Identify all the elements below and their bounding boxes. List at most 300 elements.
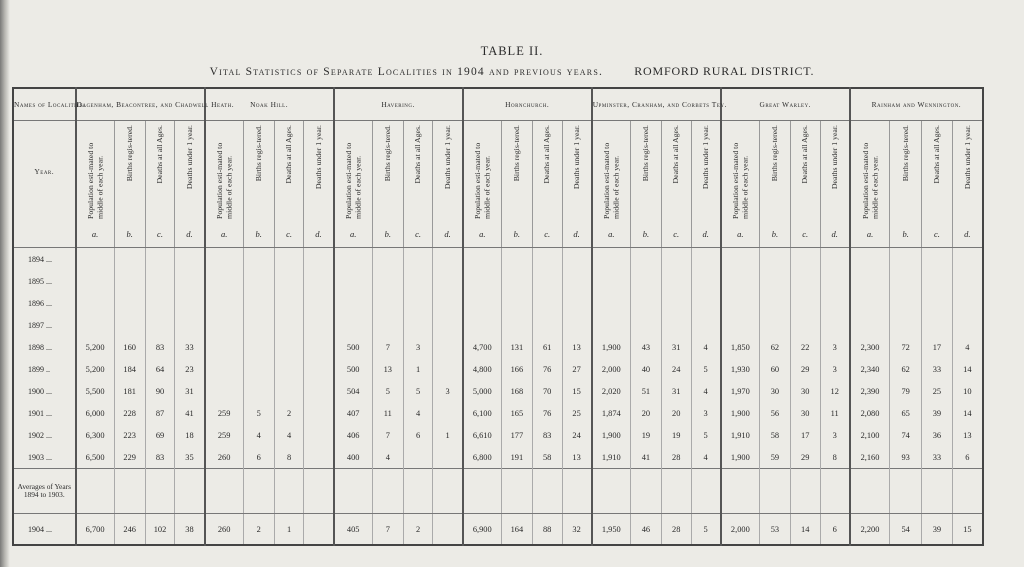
data-cell — [403, 248, 433, 271]
data-cell: 14 — [952, 402, 983, 424]
data-cell — [820, 270, 850, 292]
data-cell — [630, 292, 661, 314]
data-cell: 400 — [334, 446, 373, 469]
data-cell: 6,100 — [463, 402, 502, 424]
column-header-text: Births regis-tered. — [641, 125, 651, 182]
data-cell: 83 — [532, 424, 562, 446]
data-cell: 31 — [175, 380, 205, 402]
column-header — [922, 121, 953, 222]
data-cell — [274, 336, 304, 358]
data-cell — [952, 292, 983, 314]
column-header-text: Deaths at all Ages. — [413, 125, 423, 184]
average-cell — [501, 469, 532, 514]
data-cell — [433, 402, 463, 424]
data-cell — [850, 292, 890, 314]
data-cell — [334, 270, 373, 292]
average-cell — [372, 469, 403, 514]
data-cell: 51 — [630, 380, 661, 402]
data-cell: 8 — [820, 446, 850, 469]
data-cell: 36 — [922, 424, 953, 446]
data-cell: 4 — [691, 336, 721, 358]
column-header-text: Deaths under 1 year. — [700, 125, 710, 190]
data-cell: 64 — [145, 358, 175, 380]
data-cell: 30 — [790, 380, 820, 402]
data-cell — [890, 292, 922, 314]
year-cell: 1894 ... — [13, 248, 76, 271]
data-cell: 20 — [630, 402, 661, 424]
data-cell: 4,800 — [463, 358, 502, 380]
data-cell: 168 — [501, 380, 532, 402]
column-header — [403, 121, 433, 222]
average-cell — [790, 469, 820, 514]
data-cell: 5 — [691, 514, 721, 546]
column-header-text: Population esti-mated to middle of each year. — [730, 142, 750, 219]
data-cell: 500 — [334, 336, 373, 358]
data-cell: 17 — [922, 336, 953, 358]
data-cell: 79 — [890, 380, 922, 402]
data-cell — [145, 270, 175, 292]
data-cell — [304, 358, 334, 380]
average-cell — [691, 469, 721, 514]
data-cell — [661, 248, 691, 271]
average-cell — [205, 469, 244, 514]
data-cell: 223 — [114, 424, 145, 446]
column-header — [76, 121, 115, 222]
column-header — [532, 121, 562, 222]
average-cell — [532, 469, 562, 514]
data-cell: 405 — [334, 514, 373, 546]
data-cell — [721, 292, 760, 314]
table-row — [13, 336, 983, 358]
data-cell — [952, 314, 983, 336]
table-row — [13, 380, 983, 402]
data-cell — [501, 248, 532, 271]
column-header-text: Deaths at all Ages. — [932, 125, 942, 184]
data-cell — [274, 270, 304, 292]
data-cell — [243, 248, 274, 271]
data-cell: 88 — [532, 514, 562, 546]
data-cell: 6 — [403, 424, 433, 446]
data-cell — [721, 248, 760, 271]
data-cell — [691, 314, 721, 336]
data-cell — [243, 380, 274, 402]
data-cell — [463, 314, 502, 336]
data-cell — [243, 314, 274, 336]
average-cell — [922, 469, 953, 514]
data-cell — [890, 314, 922, 336]
data-cell — [403, 314, 433, 336]
data-cell: 102 — [145, 514, 175, 546]
data-cell — [433, 314, 463, 336]
data-cell — [114, 292, 145, 314]
data-cell — [922, 292, 953, 314]
data-cell — [661, 314, 691, 336]
data-cell: 74 — [890, 424, 922, 446]
column-letter: d. — [820, 221, 850, 248]
data-cell: 38 — [175, 514, 205, 546]
column-header-text: Births regis-tered. — [900, 125, 910, 182]
average-cell — [721, 469, 760, 514]
column-header-text: Population esti-mated to middle of each year. — [85, 142, 105, 219]
data-cell — [759, 248, 790, 271]
data-cell: 5 — [691, 424, 721, 446]
data-cell: 191 — [501, 446, 532, 469]
data-cell: 62 — [890, 358, 922, 380]
column-header-text: Deaths at all Ages. — [542, 125, 552, 184]
data-cell: 3 — [820, 358, 850, 380]
data-cell: 6,800 — [463, 446, 502, 469]
data-cell: 70 — [532, 380, 562, 402]
data-cell: 30 — [759, 380, 790, 402]
data-cell: 11 — [372, 402, 403, 424]
average-cell — [952, 469, 983, 514]
data-cell: 27 — [562, 358, 592, 380]
column-header — [175, 121, 205, 222]
data-cell — [145, 292, 175, 314]
table-row — [13, 358, 983, 380]
average-cell — [592, 469, 631, 514]
data-cell: 3 — [820, 336, 850, 358]
data-cell — [501, 314, 532, 336]
data-cell: 2 — [243, 514, 274, 546]
data-cell — [759, 270, 790, 292]
column-letter: a. — [721, 221, 760, 248]
column-header — [630, 121, 661, 222]
column-header — [334, 121, 373, 222]
data-cell — [630, 314, 661, 336]
column-header-text: Deaths under 1 year. — [442, 125, 452, 190]
data-cell: 1,910 — [592, 446, 631, 469]
data-cell: 5,200 — [76, 336, 115, 358]
data-cell: 90 — [145, 380, 175, 402]
data-cell: 184 — [114, 358, 145, 380]
column-header-text: Population esti-mated to middle of each year. — [214, 142, 234, 219]
data-cell — [304, 514, 334, 546]
data-cell — [372, 292, 403, 314]
data-cell: 4 — [691, 380, 721, 402]
data-cell — [592, 292, 631, 314]
data-cell — [532, 248, 562, 271]
column-header-text: Deaths at all Ages. — [155, 125, 165, 184]
data-cell: 1,900 — [721, 402, 760, 424]
data-cell: 2,080 — [850, 402, 890, 424]
column-letter: a. — [592, 221, 631, 248]
data-cell — [243, 336, 274, 358]
year-cell: 1897 ... — [13, 314, 76, 336]
data-cell: 20 — [661, 402, 691, 424]
data-cell: 76 — [532, 402, 562, 424]
column-header — [205, 121, 244, 222]
average-cell — [403, 469, 433, 514]
data-cell — [403, 292, 433, 314]
names-of-localities-header: Names of Localities. — [13, 88, 76, 121]
data-cell: 7 — [372, 424, 403, 446]
data-cell — [592, 314, 631, 336]
data-cell: 29 — [790, 358, 820, 380]
data-cell — [790, 270, 820, 292]
data-cell: 72 — [890, 336, 922, 358]
data-cell: 4 — [952, 336, 983, 358]
data-cell: 93 — [890, 446, 922, 469]
column-header — [114, 121, 145, 222]
column-letter: c. — [274, 221, 304, 248]
locality-header: Havering. — [334, 88, 463, 121]
column-header-text: Deaths at all Ages. — [671, 125, 681, 184]
data-cell: 246 — [114, 514, 145, 546]
column-header-text: Deaths under 1 year. — [313, 125, 323, 190]
data-cell: 2,340 — [850, 358, 890, 380]
year-cell: 1899 .. — [13, 358, 76, 380]
data-cell: 15 — [952, 514, 983, 546]
locality-header: Rainham and Wennington. — [850, 88, 983, 121]
data-cell: 6,900 — [463, 514, 502, 546]
data-cell — [304, 380, 334, 402]
table-row — [13, 314, 983, 336]
data-cell — [562, 292, 592, 314]
data-cell: 4 — [274, 424, 304, 446]
column-letter: c. — [403, 221, 433, 248]
column-header — [433, 121, 463, 222]
data-cell — [562, 248, 592, 271]
data-cell: 14 — [790, 514, 820, 546]
data-cell: 56 — [759, 402, 790, 424]
average-cell — [145, 469, 175, 514]
column-letter: b. — [501, 221, 532, 248]
data-cell: 4 — [403, 402, 433, 424]
data-cell — [304, 402, 334, 424]
data-cell: 25 — [922, 380, 953, 402]
column-letter: b. — [372, 221, 403, 248]
column-header — [820, 121, 850, 222]
data-cell — [890, 270, 922, 292]
locality-header: Noak Hill. — [205, 88, 334, 121]
data-cell: 5,200 — [76, 358, 115, 380]
data-cell: 500 — [334, 358, 373, 380]
data-cell: 5 — [403, 380, 433, 402]
data-cell: 31 — [661, 380, 691, 402]
column-header-text: Population esti-mated to middle of each year. — [472, 142, 492, 219]
data-cell — [372, 314, 403, 336]
data-cell: 2,000 — [592, 358, 631, 380]
year-1904-row — [13, 514, 983, 546]
data-cell — [790, 292, 820, 314]
scan-edge — [0, 0, 10, 567]
data-cell: 7 — [372, 514, 403, 546]
data-cell — [304, 270, 334, 292]
data-cell — [890, 248, 922, 271]
data-cell — [592, 248, 631, 271]
data-cell — [759, 292, 790, 314]
letter-blank — [13, 221, 76, 248]
column-letter: b. — [890, 221, 922, 248]
column-header-text: Births regis-tered. — [253, 125, 263, 182]
data-cell: 131 — [501, 336, 532, 358]
column-header — [759, 121, 790, 222]
data-cell: 33 — [175, 336, 205, 358]
data-cell: 6,610 — [463, 424, 502, 446]
column-letter: d. — [952, 221, 983, 248]
data-cell: 60 — [759, 358, 790, 380]
data-cell: 8 — [274, 446, 304, 469]
data-cell — [274, 380, 304, 402]
column-header — [790, 121, 820, 222]
year-cell: 1902 ... — [13, 424, 76, 446]
average-cell — [243, 469, 274, 514]
average-cell — [661, 469, 691, 514]
data-cell — [243, 270, 274, 292]
data-cell: 3 — [403, 336, 433, 358]
data-cell: 3 — [433, 380, 463, 402]
data-cell: 259 — [205, 424, 244, 446]
data-cell — [304, 336, 334, 358]
data-cell — [205, 270, 244, 292]
average-cell — [334, 469, 373, 514]
data-cell — [76, 248, 115, 271]
data-cell — [205, 292, 244, 314]
data-cell: 229 — [114, 446, 145, 469]
data-cell — [175, 248, 205, 271]
column-header-text: Population esti-mated to middle of each year. — [343, 142, 363, 219]
data-cell: 1,910 — [721, 424, 760, 446]
data-cell: 407 — [334, 402, 373, 424]
data-cell: 5,500 — [76, 380, 115, 402]
data-cell — [721, 314, 760, 336]
data-cell: 4 — [691, 446, 721, 469]
data-cell: 83 — [145, 446, 175, 469]
data-cell — [661, 292, 691, 314]
data-cell: 181 — [114, 380, 145, 402]
column-header-text: Births regis-tered. — [383, 125, 393, 182]
column-letter: d. — [304, 221, 334, 248]
data-cell: 2,020 — [592, 380, 631, 402]
data-cell: 1,930 — [721, 358, 760, 380]
data-cell — [691, 292, 721, 314]
column-letter: b. — [114, 221, 145, 248]
column-letter: d. — [175, 221, 205, 248]
data-cell: 2,000 — [721, 514, 760, 546]
data-cell: 10 — [952, 380, 983, 402]
data-cell: 259 — [205, 402, 244, 424]
data-cell: 76 — [532, 358, 562, 380]
data-cell: 6,500 — [76, 446, 115, 469]
data-cell: 6 — [820, 514, 850, 546]
data-cell — [175, 270, 205, 292]
data-cell: 2,300 — [850, 336, 890, 358]
data-cell — [592, 270, 631, 292]
column-header-text: Deaths under 1 year. — [184, 125, 194, 190]
locality-header: Upminster, Cranham, and Corbets Tey. — [592, 88, 721, 121]
data-cell: 6,700 — [76, 514, 115, 546]
data-cell: 31 — [661, 336, 691, 358]
data-cell — [372, 270, 403, 292]
data-cell: 228 — [114, 402, 145, 424]
column-letter: a. — [205, 221, 244, 248]
column-header — [501, 121, 532, 222]
data-cell: 260 — [205, 514, 244, 546]
data-cell: 59 — [759, 446, 790, 469]
column-letter: c. — [661, 221, 691, 248]
data-cell: 39 — [922, 514, 953, 546]
data-cell — [274, 314, 304, 336]
column-header — [952, 121, 983, 222]
column-letter: d. — [562, 221, 592, 248]
data-cell: 61 — [532, 336, 562, 358]
data-cell: 54 — [890, 514, 922, 546]
table-row — [13, 270, 983, 292]
column-letter: c. — [790, 221, 820, 248]
data-cell: 1,850 — [721, 336, 760, 358]
data-cell — [304, 446, 334, 469]
data-cell: 29 — [790, 446, 820, 469]
data-cell: 58 — [759, 424, 790, 446]
data-cell: 164 — [501, 514, 532, 546]
data-cell: 177 — [501, 424, 532, 446]
data-cell — [433, 292, 463, 314]
data-cell: 18 — [175, 424, 205, 446]
data-cell: 87 — [145, 402, 175, 424]
column-letter: a. — [850, 221, 890, 248]
data-cell — [850, 270, 890, 292]
data-cell: 4 — [243, 424, 274, 446]
data-cell — [274, 248, 304, 271]
column-header — [274, 121, 304, 222]
data-cell — [205, 358, 244, 380]
data-cell: 53 — [759, 514, 790, 546]
data-cell: 41 — [175, 402, 205, 424]
year-cell: 1895 ... — [13, 270, 76, 292]
average-cell — [463, 469, 502, 514]
data-cell — [532, 292, 562, 314]
column-header — [890, 121, 922, 222]
district-name: ROMFORD RURAL DISTRICT. — [634, 64, 815, 78]
data-cell: 43 — [630, 336, 661, 358]
locality-header: Dagenham, Beacontree, and Chadwell Heath. — [76, 88, 205, 121]
column-header-text: Deaths at all Ages. — [284, 125, 294, 184]
data-cell: 260 — [205, 446, 244, 469]
data-cell — [532, 270, 562, 292]
data-cell — [403, 446, 433, 469]
data-cell — [630, 248, 661, 271]
data-cell — [205, 314, 244, 336]
average-cell — [630, 469, 661, 514]
column-header — [562, 121, 592, 222]
data-cell: 2,160 — [850, 446, 890, 469]
data-cell — [334, 248, 373, 271]
data-cell: 11 — [820, 402, 850, 424]
data-cell — [274, 292, 304, 314]
data-cell: 165 — [501, 402, 532, 424]
page-subtitle — [0, 64, 1024, 79]
data-cell: 1 — [433, 424, 463, 446]
column-header-text: Births regis-tered. — [512, 125, 522, 182]
data-cell: 160 — [114, 336, 145, 358]
data-cell — [145, 314, 175, 336]
table-row — [13, 424, 983, 446]
data-cell: 32 — [562, 514, 592, 546]
data-cell — [850, 248, 890, 271]
column-header — [850, 121, 890, 222]
data-cell: 35 — [175, 446, 205, 469]
data-cell — [850, 314, 890, 336]
data-cell — [205, 336, 244, 358]
column-letter: b. — [243, 221, 274, 248]
column-header-text: Deaths at all Ages. — [800, 125, 810, 184]
average-cell — [433, 469, 463, 514]
data-cell — [243, 358, 274, 380]
data-cell — [562, 314, 592, 336]
data-cell — [463, 270, 502, 292]
data-cell: 46 — [630, 514, 661, 546]
